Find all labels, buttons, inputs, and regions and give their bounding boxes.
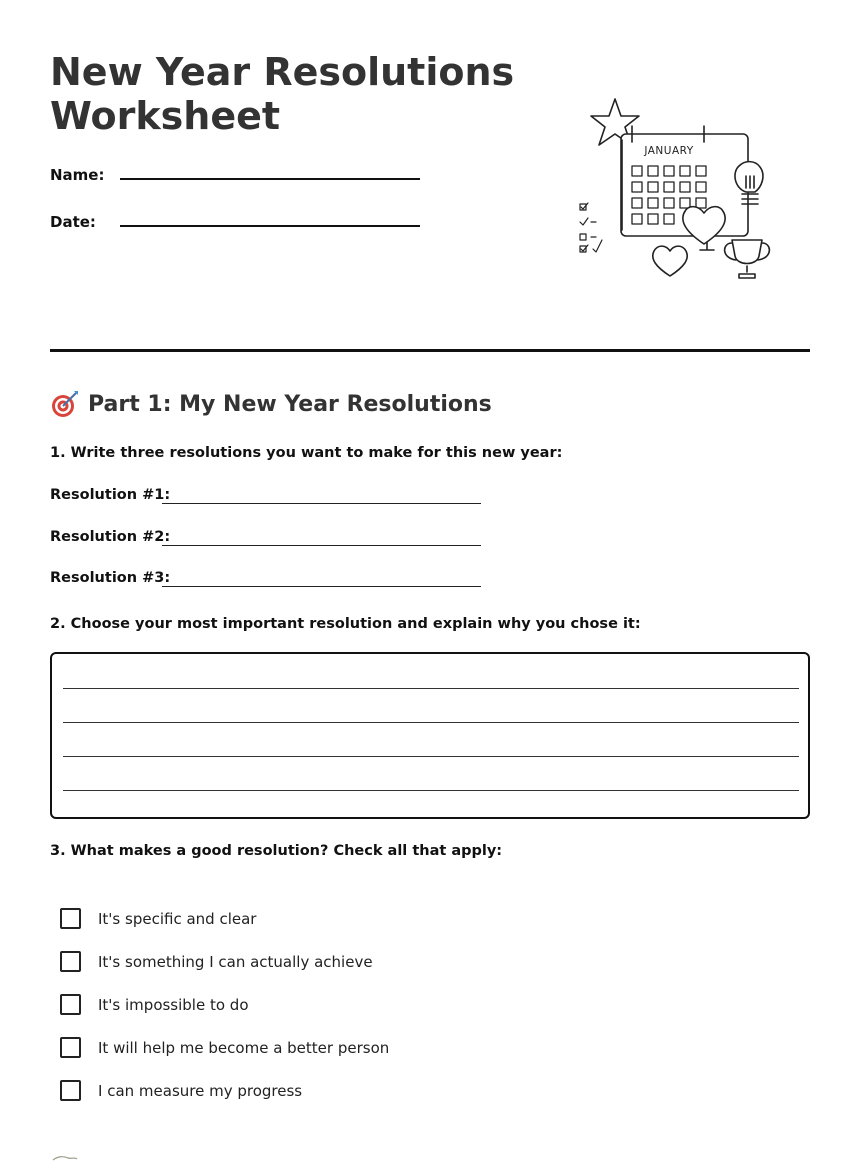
- check-item[interactable]: [60, 949, 540, 975]
- resolution-3-write-line[interactable]: [162, 586, 481, 587]
- resolution-2-label: Resolution #2:: [50, 529, 171, 545]
- resolution-2-write-line[interactable]: [162, 545, 481, 546]
- check-item-label: It's something I can actually achieve: [98, 953, 373, 971]
- name-write-line[interactable]: [120, 178, 420, 180]
- name-label: Name:: [50, 166, 105, 184]
- check-item[interactable]: [60, 906, 540, 932]
- name-field[interactable]: [50, 166, 430, 196]
- resolution-1-label: Resolution #1:: [50, 487, 171, 503]
- answer-line[interactable]: [63, 688, 799, 689]
- resolution-3-label: Resolution #3:: [50, 570, 171, 586]
- date-label: Date:: [50, 213, 96, 231]
- part1-heading: [50, 389, 492, 419]
- question-1: 1. Write three resolutions you want to make for this new year:: [50, 445, 563, 461]
- checklist-icon: [580, 203, 602, 252]
- decorative-mark-icon: [52, 1155, 78, 1161]
- target-icon: [50, 389, 80, 419]
- resolution-1[interactable]: [50, 487, 490, 509]
- new-year-calendar-illustration: [574, 96, 784, 286]
- heart-icon-small: [653, 246, 687, 276]
- check-item-label: I can measure my progress: [98, 1082, 303, 1100]
- resolution-2[interactable]: [50, 529, 490, 551]
- checkbox[interactable]: [60, 994, 81, 1015]
- date-write-line[interactable]: [120, 225, 420, 227]
- heart-icon: [683, 207, 725, 244]
- answer-line[interactable]: [63, 756, 799, 757]
- answer-line[interactable]: [63, 790, 799, 791]
- page-title: [50, 50, 530, 138]
- question-2: 2. Choose your most important resolution and explain why you chose it:: [50, 616, 641, 632]
- check-item-label: It's impossible to do: [98, 996, 249, 1014]
- check-item-label: It's specific and clear: [98, 910, 257, 928]
- resolution-1-write-line[interactable]: [162, 503, 481, 504]
- question-3: 3. What makes a good resolution? Check all that apply:: [50, 843, 503, 859]
- checkbox[interactable]: [60, 908, 81, 929]
- date-field[interactable]: [50, 213, 430, 243]
- part1-heading-text: Part 1: My New Year Resolutions: [88, 391, 492, 417]
- checkbox[interactable]: [60, 951, 81, 972]
- answer-line[interactable]: [63, 722, 799, 723]
- section-divider: [50, 349, 810, 352]
- title-line-1: New Year Resolutions: [50, 50, 515, 94]
- trophy-icon: [725, 240, 770, 278]
- title-line-2: Worksheet: [50, 94, 281, 138]
- checkbox[interactable]: [60, 1037, 81, 1058]
- answer-box[interactable]: [50, 652, 810, 819]
- resolution-3[interactable]: [50, 570, 490, 592]
- check-item[interactable]: [60, 1078, 540, 1104]
- check-item[interactable]: [60, 992, 540, 1018]
- check-item-label: It will help me become a better person: [98, 1039, 390, 1057]
- check-item[interactable]: [60, 1035, 540, 1061]
- checkbox[interactable]: [60, 1080, 81, 1101]
- calendar-month-label: JANUARY: [644, 145, 694, 157]
